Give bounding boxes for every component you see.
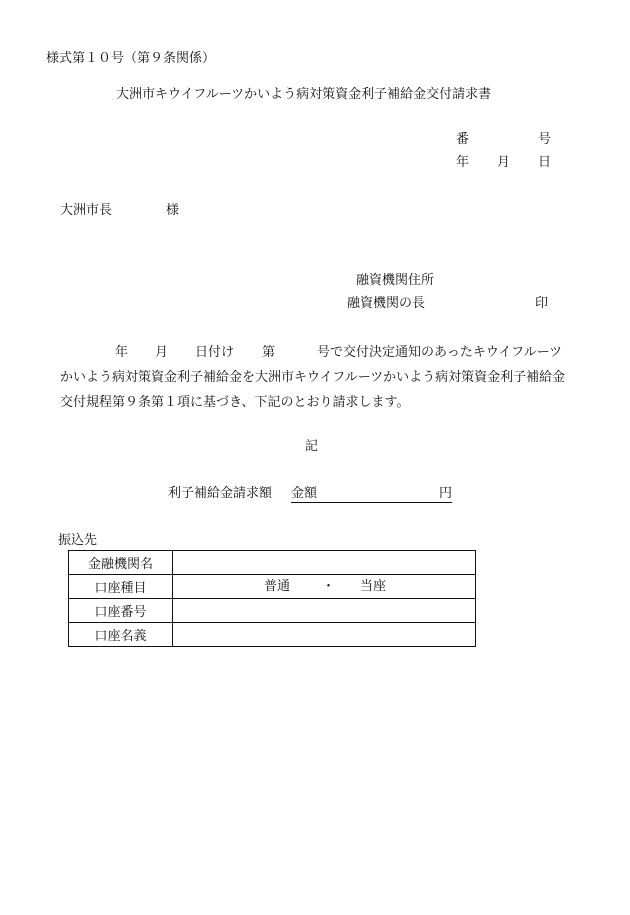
- body-dai: 第: [262, 345, 276, 360]
- addressee-honorific: 様: [166, 203, 180, 218]
- doc-number-ban: 番: [456, 132, 470, 147]
- body-month: 月: [155, 345, 169, 360]
- bank-transfer-table: [68, 550, 476, 647]
- account-type-futsu: 普通: [264, 579, 291, 594]
- date-month: 月: [497, 155, 511, 170]
- body-year: 年: [115, 345, 129, 360]
- amount-label: 金額: [291, 486, 318, 501]
- body-line3: 交付規程第９条第１項に基づき、下記のとおり請求します。: [60, 395, 410, 410]
- account-holder-value[interactable]: [173, 623, 476, 647]
- request-amount-field: [291, 487, 452, 503]
- form-number: 様式第１０号（第９条関係）: [46, 51, 216, 66]
- table-row: [69, 599, 476, 623]
- table-row: [69, 551, 476, 575]
- account-type-label: 口座種目: [69, 575, 173, 599]
- document-title: 大洲市キウイフルーツかいよう病対策資金利子補給金交付請求書: [116, 87, 492, 102]
- account-number-value[interactable]: [173, 599, 476, 623]
- account-number-label: 口座番号: [69, 599, 173, 623]
- table-row: [69, 623, 476, 647]
- account-type-toza: 当座: [360, 579, 387, 594]
- addressee-name: 大洲市長: [60, 203, 113, 218]
- doc-number-go: 号: [538, 132, 552, 147]
- bank-section-title: 振込先: [58, 533, 98, 548]
- bank-name-label: 金融機関名: [69, 551, 173, 575]
- table-row: [69, 575, 476, 599]
- request-label: 利子補給金請求額: [168, 486, 273, 501]
- account-type-separator: ・: [322, 579, 336, 594]
- date-day: 日: [538, 155, 552, 170]
- body-line1: 号で交付決定通知のあったキウイフルーツ: [317, 345, 563, 360]
- applicant-address-label: 融資機関住所: [356, 273, 435, 288]
- account-type-value[interactable]: [173, 575, 476, 599]
- applicant-head-label: 融資機関の長: [347, 296, 426, 311]
- seal-mark: 印: [535, 296, 549, 311]
- bank-name-value[interactable]: [173, 551, 476, 575]
- account-holder-label: 口座名義: [69, 623, 173, 647]
- yen-label: 円: [438, 486, 452, 501]
- body-day: 日付け: [195, 345, 235, 360]
- date-year: 年: [456, 155, 470, 170]
- ki-heading: 記: [305, 439, 319, 454]
- body-line2: かいよう病対策資金利子補給金を大洲市キウイフルーツかいよう病対策資金利子補給金: [60, 370, 566, 385]
